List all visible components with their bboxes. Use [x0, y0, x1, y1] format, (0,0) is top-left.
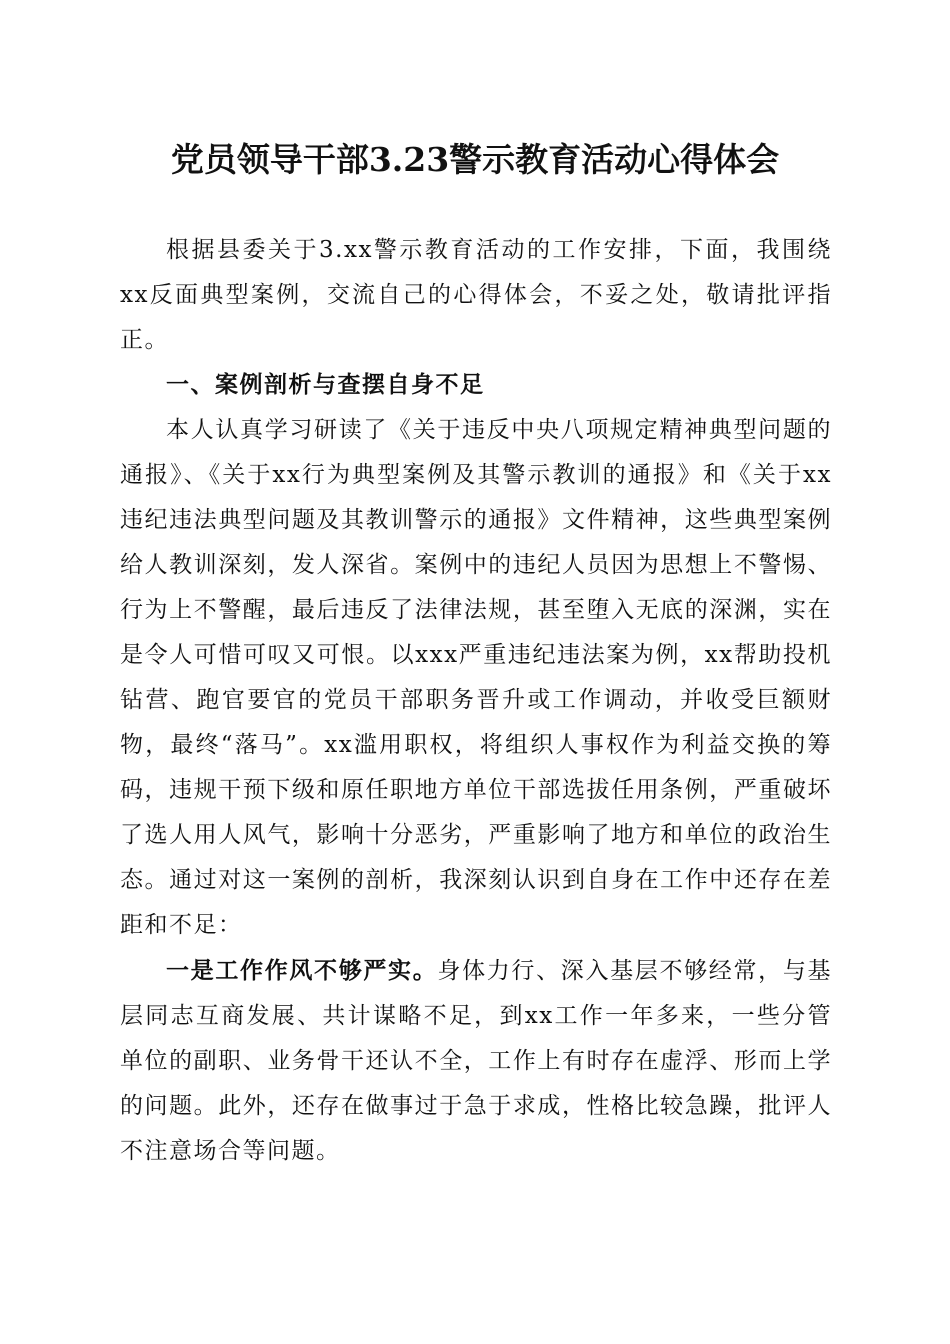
section-paragraph: 本人认真学习研读了《关于违反中央八项规定精神典型问题的通报》、《关于xx行为典型案例及其警示教训的通报》和《关于xx违纪违法典型问题及其教训警示的通报》文件精神，这些典型案例给人教训深刻，发人深省。案例中的违纪人员因为思想上不警惕、行为上不警醒，最后违反了法律法规，甚至堕入无底的深渊，实在是令人可惜可叹又可恨。以xxx严重违纪违法案为例，xx帮助投机钻营、跑官要官的党员干部职务晋升或工作调动，并收受巨额财物，最终“落马”。xx滥用职权，将组织人事权作为利益交换的筹码，违规干预下级和原任职地方单位干部选拔任用条例，严重破坏了选人用人风气，影响十分恶劣，严重影响了地方和单位的政治生态。通过对这一案例的剖析，我深刻认识到自身在工作中还存在差距和不足：	[120, 417, 832, 938]
point-text: 身体力行、深入基层不够经常，与基层同志互商发展、共计谋略不足，到xx工作一年多来，一些分管单位的副职、业务骨干还认不全，工作上有时存在虚浮、形而上学的问题。此外，还存在做事过于急于求成，性格比较急躁，批评人不注意场合等问题。	[120, 958, 833, 1164]
point-paragraph	[120, 948, 832, 1174]
intro-paragraph: 根据县委关于3.xx警示教育活动的工作安排，下面，我围绕xx反面典型案例，交流自己的心得体会，不妥之处，敬请批评指正。	[120, 237, 832, 353]
point-lead: 一是工作作风不够严实。	[166, 957, 438, 984]
section-heading: 一、案例剖析与查摆自身不足	[166, 372, 485, 398]
document-title: 党员领导干部3.23警示教育活动心得体会	[170, 140, 780, 179]
document-body	[120, 228, 832, 1174]
